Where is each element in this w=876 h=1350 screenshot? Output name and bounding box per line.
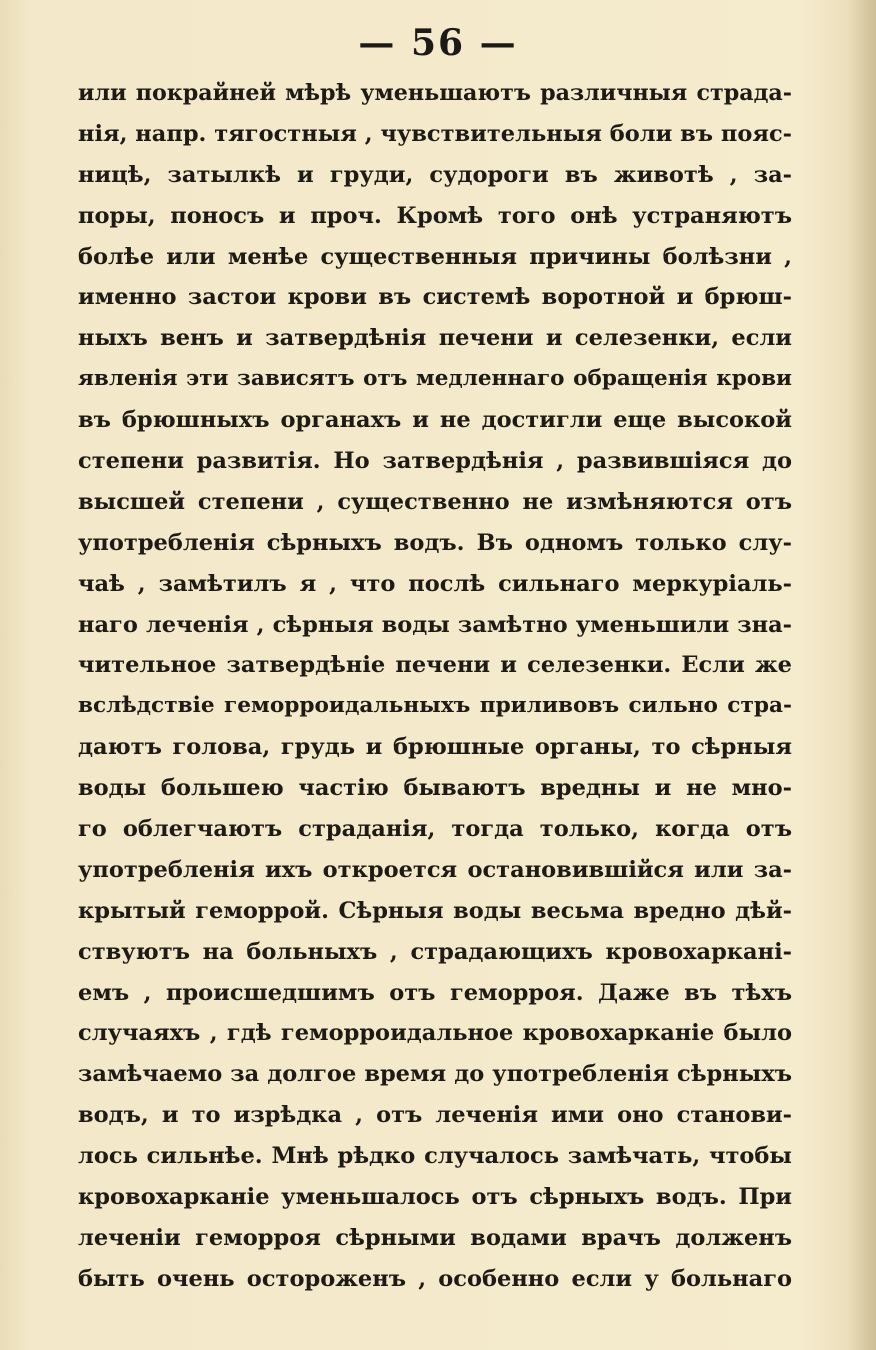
text-line: употребленія ихъ откроется остановившійся или за- [78, 856, 792, 883]
text-line: ствуютъ на больныхъ , страдающихъ кровохаркані- [78, 938, 792, 965]
body-text [78, 73, 792, 1300]
page-edge-shadow [848, 0, 876, 1350]
text-line: болѣе или менѣе существенныя причины болѣзни , [78, 243, 792, 270]
text-line: ницѣ, затылкѣ и груди, судороги въ животѣ , за- [78, 161, 792, 188]
text-line: въ брюшныхъ органахъ и не достигли еще высокой [78, 407, 792, 434]
text-line: леченіи геморроя сѣрными водами врачъ долженъ [78, 1224, 792, 1251]
text-line: воды большею частію бываютъ вредны и не мно- [78, 775, 792, 802]
text-line: замѣчаемо за долгое время до употребленія сѣрныхъ [78, 1061, 792, 1088]
text-line: емъ , происшедшимъ отъ геморроя. Даже въ тѣхъ [78, 979, 792, 1006]
text-line: или покрайней мѣрѣ уменьшаютъ различныя страда- [78, 80, 792, 106]
text-line: высшей степени , существенно не измѣняются отъ [78, 488, 792, 515]
text-line: кровохарканіе уменьшалось отъ сѣрныхъ водъ. При [78, 1184, 792, 1211]
text-line: наго леченія , сѣрныя воды замѣтно уменьшили зна- [78, 611, 792, 638]
text-line: даютъ голова, грудь и брюшные органы, то сѣрныя [78, 734, 792, 761]
text-line: вслѣдствіе геморроидальныхъ приливовъ сильно стра- [78, 693, 792, 719]
text-line: случаяхъ , гдѣ геморроидальное кровохарканіе было [78, 1020, 792, 1047]
text-line: го облегчаютъ страданія, тогда только, когда отъ [78, 816, 792, 843]
text-line: употребленія сѣрныхъ водъ. Въ одномъ только слу- [78, 529, 792, 556]
text-line: чаѣ , замѣтилъ я , что послѣ сильнаго меркуріаль- [78, 570, 792, 597]
text-line: именно застои крови въ системѣ воротной и брюш- [78, 284, 792, 311]
text-line: ныхъ венъ и затвердѣнія печени и селезенки, если [78, 325, 792, 352]
text-line: нія, напр. тягостныя , чувствительныя боли въ пояс- [78, 120, 792, 147]
text-line: крытый геморрой. Сѣрныя воды весьма вредно дѣй- [78, 897, 792, 924]
text-line: поры, поносъ и проч. Кромѣ того онѣ устраняютъ [78, 202, 792, 229]
text-line: явленія эти зависятъ отъ медленнаго обращенія крови [78, 366, 792, 392]
page-number: — 56 — [358, 22, 518, 64]
text-line: быть очень остороженъ , особенно если у больнаго [78, 1265, 792, 1292]
text-line: степени развитія. Но затвердѣнія , развившіяся до [78, 448, 792, 475]
text-line: водъ, и то изрѣдка , отъ леченія ими оно станови- [78, 1102, 792, 1129]
text-line: лось сильнѣе. Мнѣ рѣдко случалось замѣчать, чтобы [78, 1143, 792, 1170]
text-line: чительное затвердѣніе печени и селезенки. Если же [78, 652, 792, 679]
